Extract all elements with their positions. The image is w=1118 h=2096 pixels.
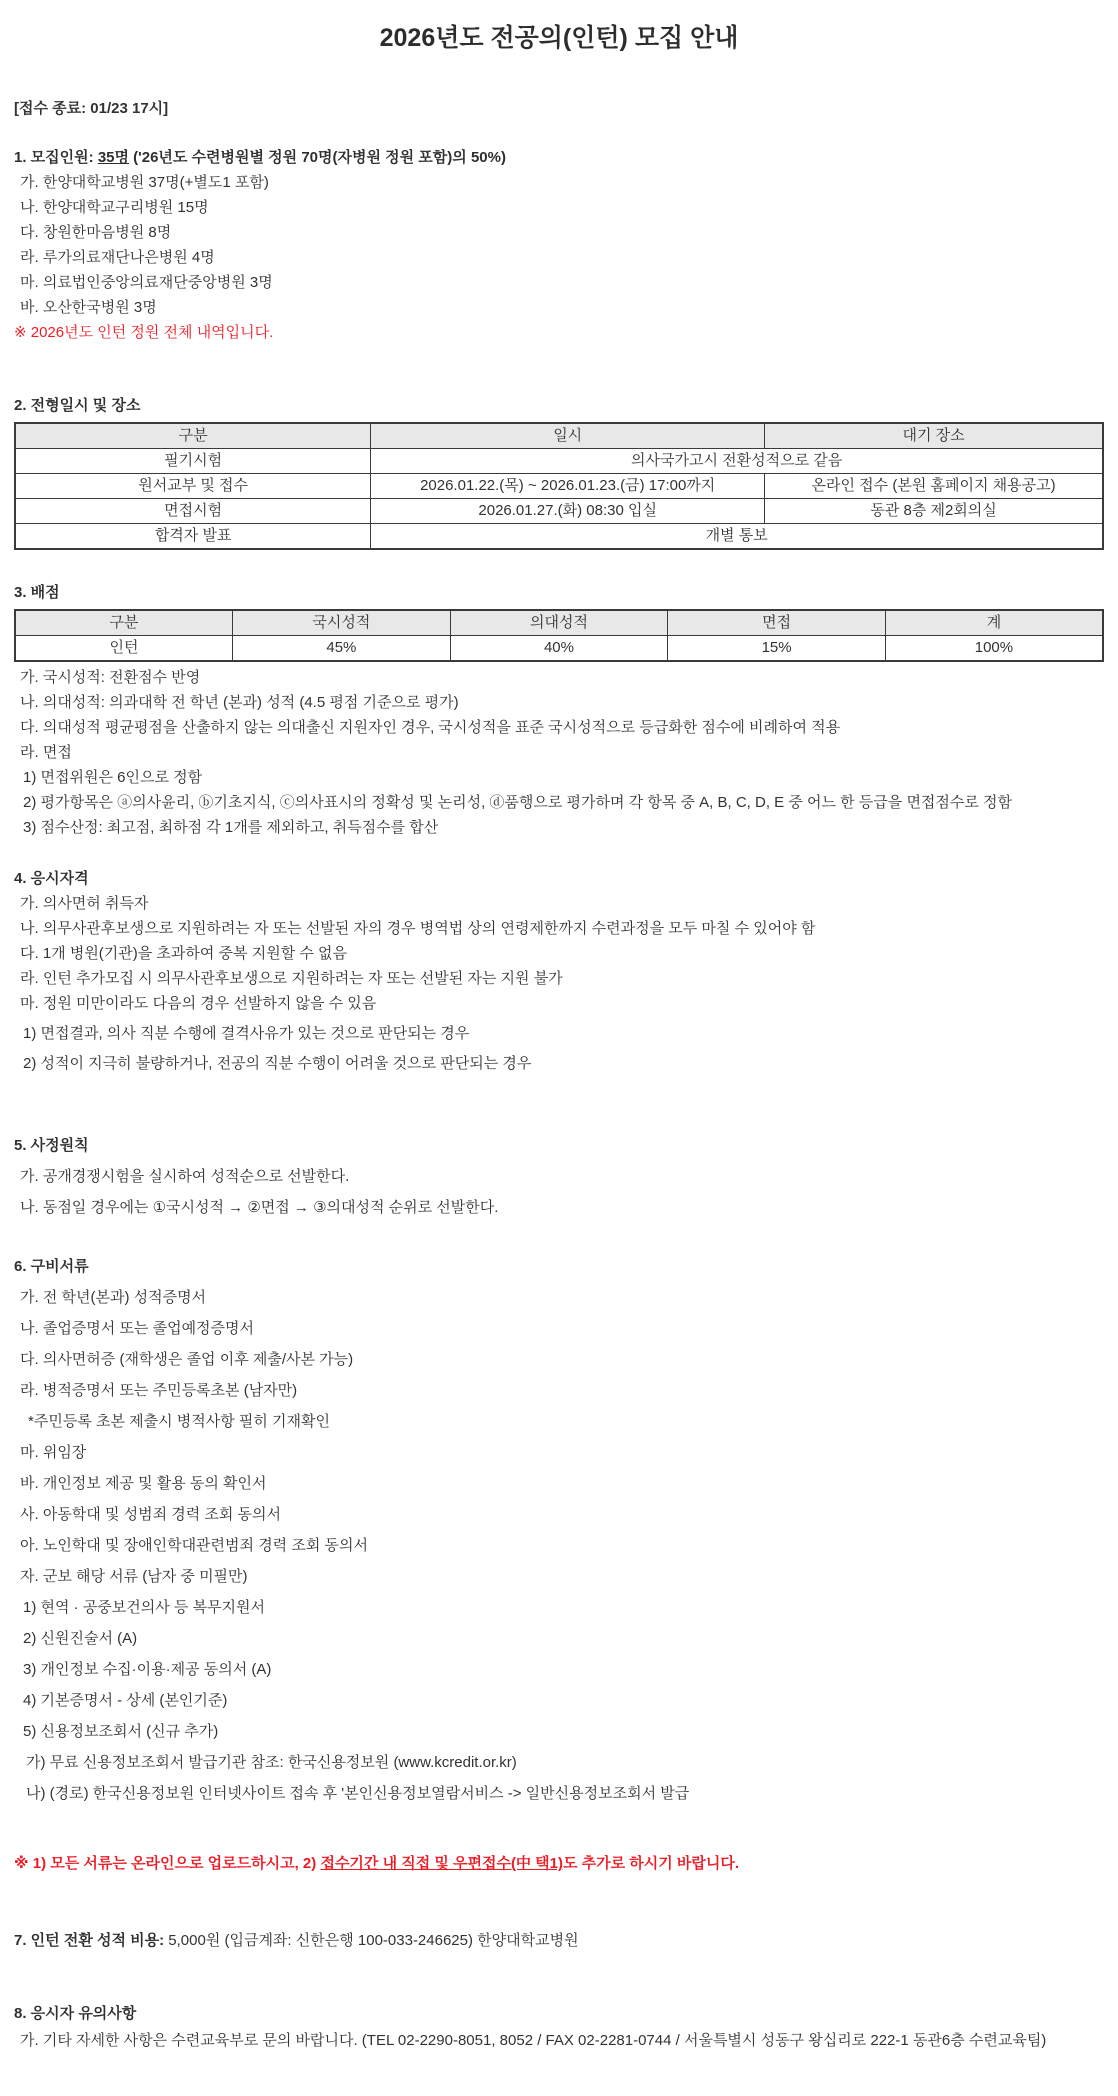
column-header: 일시 <box>371 423 765 449</box>
list-item: 1) 현역 · 공중보건의사 등 복무지원서 <box>23 1599 266 1616</box>
table-row <box>15 499 1103 524</box>
list-item: 가. 공개경쟁시험을 실시하여 성적순으로 선발한다. <box>20 1168 350 1185</box>
column-header: 계 <box>885 610 1103 636</box>
section-required-documents <box>14 1251 1104 1809</box>
list-item: 나. 의무사관후보생으로 지원하려는 자 또는 선발된 자의 경우 병역법 상의 연령제한까지 수련과정을 모두 마칠 수 있어야 함 <box>20 920 816 937</box>
scoring-table <box>14 609 1104 662</box>
section-schedule <box>14 393 1104 550</box>
section6-heading: 6. 구비서류 <box>14 1258 89 1275</box>
list-item: 나) (경로) 한국신용정보원 인터넷사이트 접속 후 '본인신용정보열람서비스 -> 일반신용정보조회서 발급 <box>26 1785 690 1802</box>
list-item: 2) 신원진술서 (A) <box>23 1630 138 1647</box>
notice-underlined-text: 접수기간 내 직접 및 우편접수(中 택1) <box>320 1855 563 1872</box>
list-item: 라. 면접 <box>20 744 72 761</box>
list-item: 나. 의대성적: 의과대학 전 학년 (본과) 성적 (4.5 평점 기준으로 평가) <box>20 694 459 711</box>
list-item: 나. 동점일 경우에는 ①국시성적 → ②면접 → ③의대성적 순위로 선발한다. <box>20 1199 499 1216</box>
section8-heading: 8. 응시자 유의사항 <box>14 2005 137 2022</box>
list-item: 가. 국시성적: 전환점수 반영 <box>20 669 201 686</box>
list-item: 4) 기본증명서 - 상세 (본인기준) <box>23 1692 228 1709</box>
section1-heading <box>14 145 1104 170</box>
table-cell: 인턴 <box>15 636 233 662</box>
table-header-row <box>15 423 1103 449</box>
column-header: 구분 <box>15 610 233 636</box>
section-fee <box>14 1928 1104 1953</box>
list-item: 가) 무료 신용정보조회서 발급기관 참조: 한국신용정보원 (www.kcredit.or.kr) <box>26 1754 517 1771</box>
section-scoring <box>14 580 1104 840</box>
scoring-notes <box>14 665 1104 840</box>
list-item: 2) 평가항목은 ⓐ의사윤리, ⓑ기초지식, ⓒ의사표시의 정확성 및 논리성, ⓓ품행으로 평가하며 각 항목 중 A, B, C, D, E 중 어느 한 등급을 면접점수로 정함 <box>23 794 1013 811</box>
list-item: 5) 신용정보조회서 (신규 추가) <box>23 1723 219 1740</box>
list-item: 라. 인턴 추가모집 시 의무사관후보생으로 지원하려는 자 또는 선발된 자는 지원 불가 <box>20 970 563 987</box>
notice-text: 도 추가로 하시기 바랍니다. <box>563 1855 740 1872</box>
notice-text: ※ 1) 모든 서류는 온라인으로 업로드하시고, 2) <box>14 1855 321 1872</box>
table-cell: 2026.01.22.(목) ~ 2026.01.23.(금) 17:00까지 <box>371 474 765 499</box>
table-row <box>15 449 1103 474</box>
list-item: 바. 개인정보 제공 및 활용 동의 확인서 <box>20 1475 267 1492</box>
table-cell: 45% <box>233 636 451 662</box>
section3-heading: 3. 배점 <box>14 584 60 601</box>
list-item: *주민등록 초본 제출시 병적사항 필히 기재확인 <box>28 1413 330 1430</box>
percent-value: 50% <box>470 149 501 166</box>
table-cell: 합격자 발표 <box>15 524 371 550</box>
list-item: 라. 병적증명서 또는 주민등록초본 (남자만) <box>20 1382 298 1399</box>
upload-warning-notice <box>14 1851 1104 1876</box>
list-item: 다. 창원한마음병원 8명 <box>20 224 172 241</box>
schedule-table <box>14 422 1104 550</box>
table-cell: 필기시험 <box>15 449 371 474</box>
column-header: 면접 <box>668 610 886 636</box>
table-cell: 2026.01.27.(화) 08:30 입실 <box>371 499 765 524</box>
column-header: 대기 장소 <box>765 423 1103 449</box>
section-selection-principle <box>14 1130 1104 1223</box>
list-item: 1) 면접결과, 의사 직분 수행에 결격사유가 있는 것으로 판단되는 경우 <box>23 1025 470 1042</box>
heading-text: (자병원 정원 포함)의 <box>332 149 471 166</box>
table-cell: 100% <box>885 636 1103 662</box>
list-item: 라. 루가의료재단나은병원 4명 <box>20 249 215 266</box>
page-title: 2026년도 전공의(인턴) 모집 안내 <box>379 24 739 52</box>
table-cell: 면접시험 <box>15 499 371 524</box>
list-item: 3) 점수산정: 최고점, 최하점 각 1개를 제외하고, 취득점수를 합산 <box>23 819 439 836</box>
total-count: 70명 <box>301 149 333 166</box>
list-item: 마. 위임장 <box>20 1444 87 1461</box>
heading-text: ) <box>500 149 506 166</box>
fee-detail: 5,000원 (입금계좌: 신한은행 100-033-246625) 한양대학교병원 <box>164 1932 579 1949</box>
list-item: 2) 성적이 지극히 불량하거나, 전공의 직분 수행이 어려울 것으로 판단되는 경우 <box>23 1055 532 1072</box>
section-eligibility <box>14 866 1104 1076</box>
list-item: 자. 군보 해당 서류 (남자 중 미필만) <box>20 1568 248 1585</box>
count-underlined: 35명 <box>97 149 129 166</box>
section2-heading: 2. 전형일시 및 장소 <box>14 397 141 414</box>
table-row <box>15 474 1103 499</box>
list-item: 나. 한양대학교구리병원 15명 <box>20 199 209 216</box>
table-row <box>15 636 1103 662</box>
heading-text: 1. 모집인원: <box>14 149 98 166</box>
list-item: 가. 한양대학교병원 37명(+별도1 포함) <box>20 174 269 191</box>
list-item: 사. 아동학대 및 성범죄 경력 조회 동의서 <box>20 1506 282 1523</box>
table-cell: 개별 통보 <box>371 524 1103 550</box>
list-item: 가. 의사면허 취득자 <box>20 895 149 912</box>
section-recruitment-count <box>14 145 1104 345</box>
list-item: 다. 1개 병원(기관)을 초과하여 중복 지원할 수 없음 <box>20 945 347 962</box>
section-applicant-notes <box>14 2001 1104 2056</box>
column-header: 구분 <box>15 423 371 449</box>
table-cell: 동관 8층 제2회의실 <box>765 499 1103 524</box>
deadline-notice: [접수 종료: 01/23 17시] <box>14 100 169 117</box>
table-cell: 온라인 접수 (본원 홈페이지 채용공고) <box>765 474 1103 499</box>
contact-info: 가. 기타 자세한 사항은 수련교육부로 문의 바랍니다. (TEL 02-2290-8051, 8052 / FAX 02-2281-0744 / 서울특별시 성동구 왕십리로 222-1 동관6층 수련교육팀) <box>20 2032 1047 2049</box>
list-item: 마. 정원 미만이라도 다음의 경우 선발하지 않을 수 있음 <box>20 995 377 1012</box>
list-item: 마. 의료법인중앙의료재단중앙병원 3명 <box>20 274 273 291</box>
section5-heading: 5. 사정원칙 <box>14 1137 89 1154</box>
table-header-row <box>15 610 1103 636</box>
list-item: 1) 면접위원은 6인으로 정함 <box>23 769 203 786</box>
list-item: 다. 의대성적 평균평점을 산출하지 않는 의대출신 지원자인 경우, 국시성적을 표준 국시성적으로 등급화한 점수에 비례하여 적용 <box>20 719 841 736</box>
list-item: 가. 전 학년(본과) 성적증명서 <box>20 1289 207 1306</box>
column-header: 의대성적 <box>450 610 668 636</box>
table-cell: 40% <box>450 636 668 662</box>
list-item: 아. 노인학대 및 장애인학대관련범죄 경력 조회 동의서 <box>20 1537 368 1554</box>
heading-text: ('26년도 수련병원별 정원 <box>129 149 302 166</box>
column-header: 국시성적 <box>233 610 451 636</box>
list-item: 바. 오산한국병원 3명 <box>20 299 157 316</box>
section7-heading: 7. 인턴 전환 성적 비용: <box>14 1932 165 1949</box>
list-item: 3) 개인정보 수집·이용·제공 동의서 (A) <box>23 1661 272 1678</box>
red-note: ※ 2026년도 인턴 정원 전체 내역입니다. <box>14 324 274 341</box>
section4-heading: 4. 응시자격 <box>14 870 89 887</box>
list-item: 다. 의사면허증 (재학생은 졸업 이후 제출/사본 가능) <box>20 1351 354 1368</box>
table-cell: 15% <box>668 636 886 662</box>
table-cell: 의사국가고시 전환성적으로 같음 <box>371 449 1103 474</box>
table-cell: 원서교부 및 접수 <box>15 474 371 499</box>
list-item: 나. 졸업증명서 또는 졸업예정증명서 <box>20 1320 255 1337</box>
table-row <box>15 524 1103 550</box>
